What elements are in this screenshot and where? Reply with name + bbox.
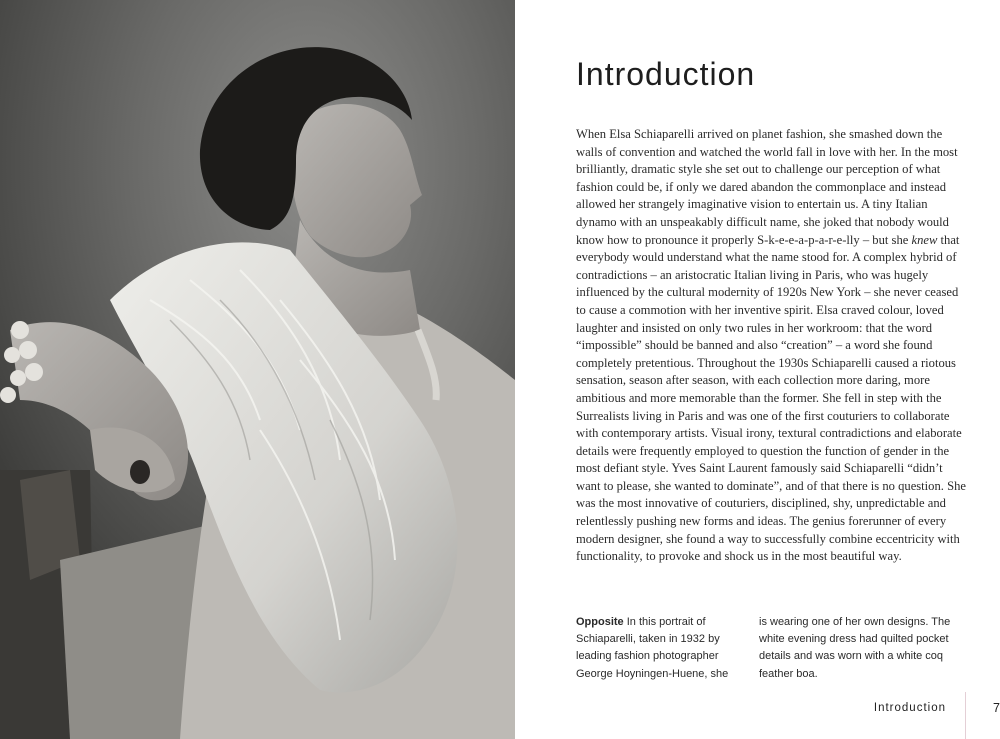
page-title: Introduction: [576, 56, 756, 92]
page-number: 7: [993, 701, 1000, 715]
text-page: [515, 0, 1000, 739]
caption-label: Opposite: [576, 616, 624, 628]
intro-text-part1: When Elsa Schiaparelli arrived on planet fashion, she smashed down the walls of convention and watched the world fall in love with her. In the most brilliantly, dramatic style she set out to challenge our perception of what fashion could be, if only we dared abandon the commonplace and instead allowed her strangely imaginative vision to entertain us. A tiny Italian dynamo with an unspeakably difficult name, she joked that nobody would know how to pronounce it properly S-k-e-e-a-p-a-r-e-lly – but she: [576, 127, 958, 247]
footer-divider: [965, 692, 966, 739]
caption-right: [759, 614, 969, 683]
running-footer: Introduction: [873, 702, 946, 714]
caption-text-right: is wearing one of her own designs. The white evening dress had quilted pocket details and was worn with a white coq feather boa.: [759, 616, 951, 680]
intro-text-part2: that everybody would understand what the name stood for. A complex hybrid of contradictions – an aristocratic Italian living in Paris, who was hugely influenced by the cultural modernity of 1920s New York – she never ceased to cause a commotion with her inventive spirit. Elsa craved colour, loved laughter and insisted on only two rules in her workroom: that the word “impossible” should be banned and also “creation” – a word she found completely pretentious. Throughout the 1930s Schiaparelli caused a riotous sensation, season after season, with each collection more daring, more ambitious and more memorable than the former. She fell in step with the Surrealists living in Paris and was one of the first couturiers to collaborate with contemporary artists. Visual irony, textural contradictions and elaborate details were frequently employed to question the function of gender in the most defiant style. Yves Saint Laurent famously said Schiaparelli “didn’t want to please, she wanted to dominate”, and of that there is no question. She was the most innovative of couturiers, disciplined, shy, unpredictable and relentlessly pushing new forms and ideas. The genius forerunner of every modern designer, she found a way to successfully combine eccentricity with functionality, to provoke and shock us in the most beautiful way.: [576, 232, 966, 564]
intro-emphasis: knew: [911, 232, 938, 247]
caption-text-left: In this portrait of Schiaparelli, taken in 1932 by leading fashion photographer George Hoyningen-Huene, she: [576, 616, 729, 680]
intro-paragraph: [576, 126, 966, 566]
caption-left: [576, 614, 756, 683]
